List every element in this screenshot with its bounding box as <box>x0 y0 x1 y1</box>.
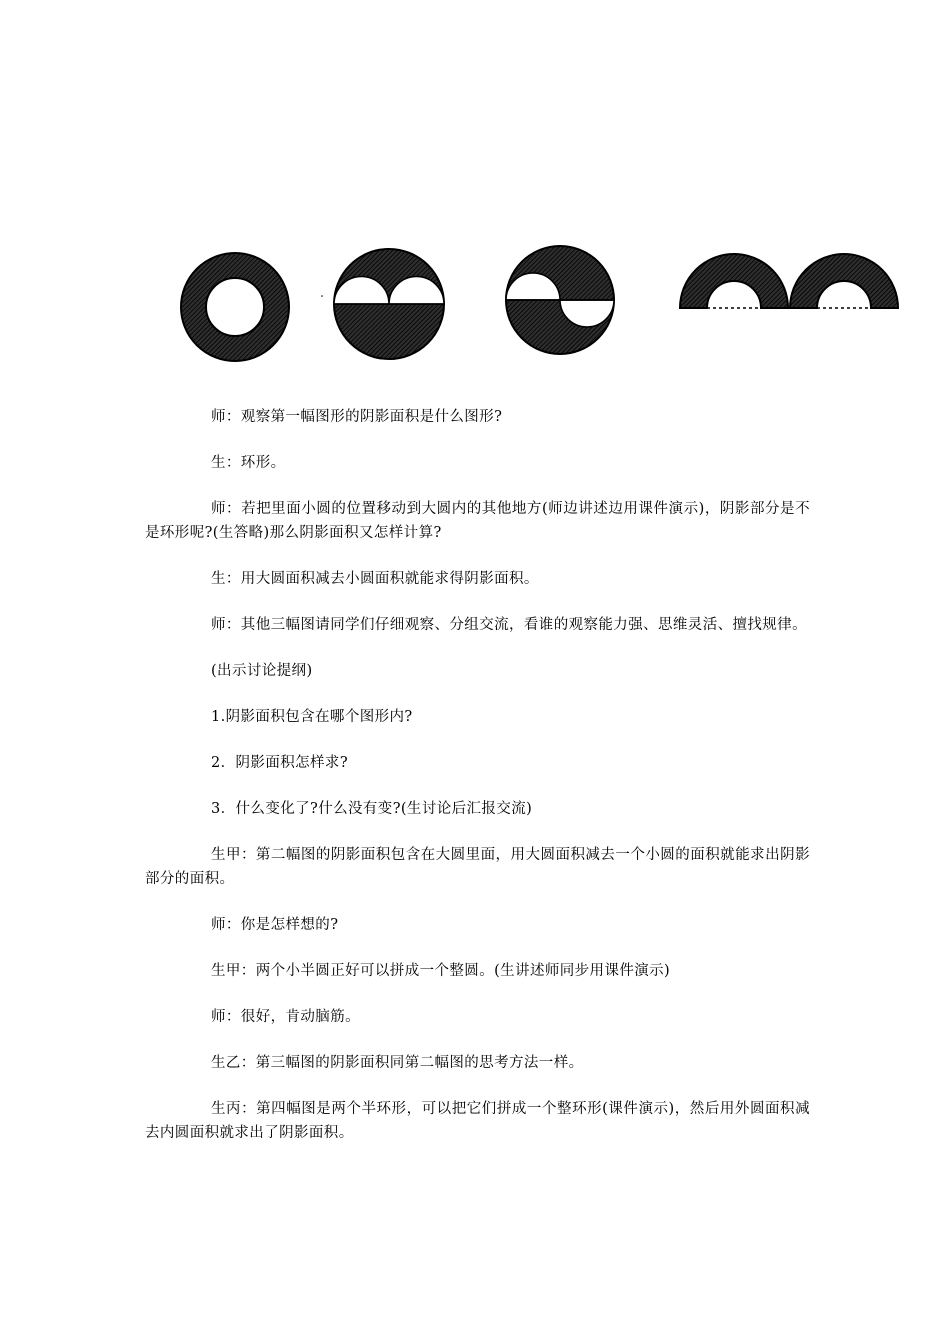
paragraph: 生乙：第三幅图的阴影面积同第二幅图的思考方法一样。 <box>211 1055 584 1071</box>
paragraph: 师：观察第一幅图形的阴影面积是什么图形? <box>211 409 503 425</box>
paragraph: 生甲：两个小半圆正好可以拼成一个整圆。(生讲述师同步用课件演示) <box>211 963 671 979</box>
paragraph: 师：若把里面小圆的位置移动到大圆内的其他地方(师边讲述边用课件演示)，阴影部分是不是环形呢?(生答略)那么阴影面积又怎样计算? <box>145 501 810 541</box>
outline-item-3: 3．什么变化了?什么没有变?(生讨论后汇报交流) <box>211 801 533 817</box>
geometry-figures <box>0 0 950 380</box>
circle-two-half-holes-icon <box>321 249 444 359</box>
outline-item-1: 1.阴影面积包含在哪个图形内? <box>211 709 413 725</box>
paragraph: 生：环形。 <box>211 455 286 471</box>
paragraph: 师：很好，肯动脑筋。 <box>211 1009 360 1025</box>
paragraph: 师：其他三幅图请同学们仔细观察、分组交流，看谁的观察能力强、思维灵活、擅找规律。 <box>211 617 807 633</box>
ring-figure-icon <box>181 253 289 361</box>
paragraph: 生丙：第四幅图是两个半环形，可以把它们拼成一个整环形(课件演示)，然后用外圆面积减去内圆面积就求出了阴影面积。 <box>145 1101 810 1141</box>
paragraph: 生甲：第二幅图的阴影面积包含在大圆里面，用大圆面积减去一个小圆的面积就能求出阴影部分的面积。 <box>145 847 810 887</box>
paragraph: (出示讨论提纲) <box>211 663 313 679</box>
outline-item-2: 2．阴影面积怎样求? <box>211 755 348 771</box>
lesson-dialogue <box>145 405 810 1145</box>
paragraph: 生：用大圆面积减去小圆面积就能求得阴影面积。 <box>211 571 539 587</box>
circle-yin-yang-halves-icon <box>506 246 614 354</box>
paragraph: 师：你是怎样想的? <box>211 917 339 933</box>
two-half-rings-icon <box>680 254 898 308</box>
